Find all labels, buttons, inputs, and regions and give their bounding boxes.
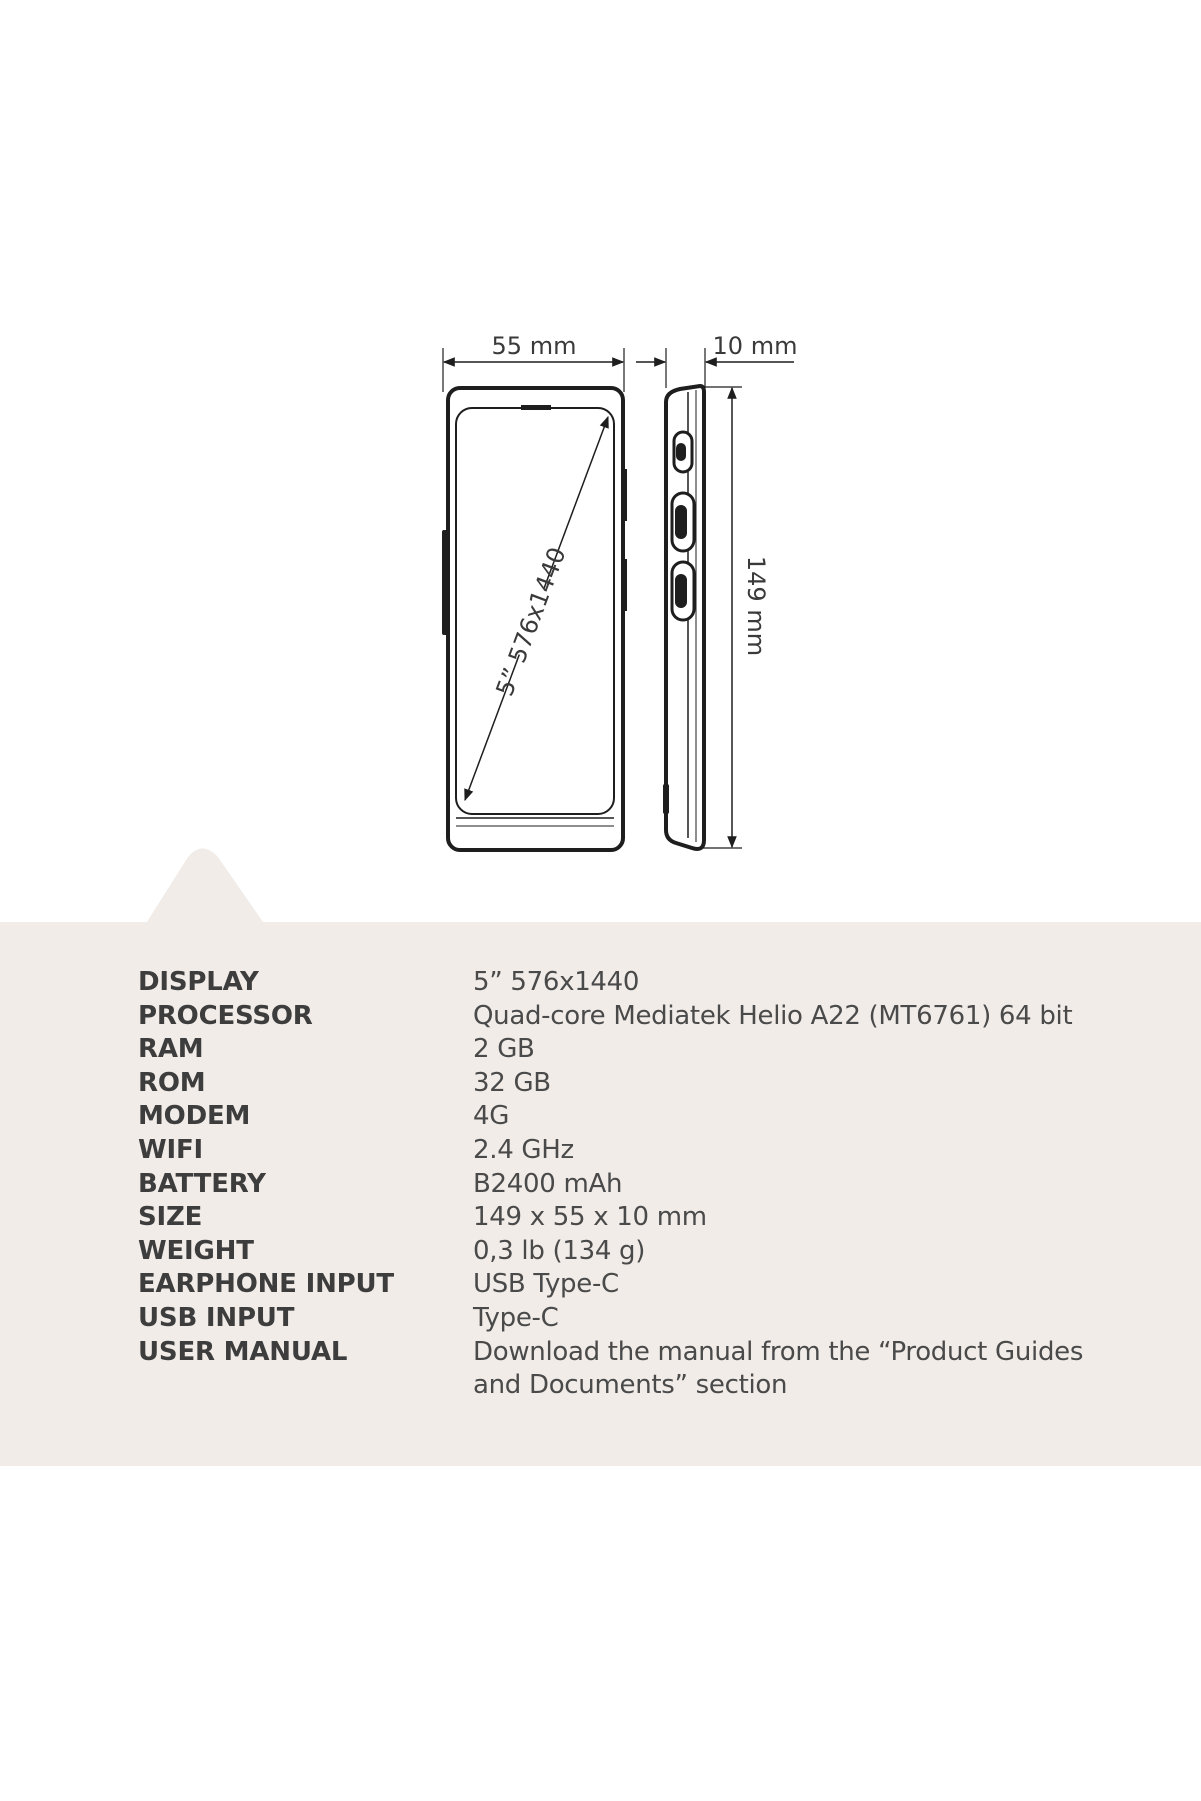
spec-row-processor	[138, 1000, 1138, 1034]
phone-dimension-diagram	[0, 0, 1201, 900]
spec-value: 2 GB	[473, 1034, 535, 1065]
spec-value: Quad-core Mediatek Helio A22 (MT6761) 64 bit	[473, 1000, 1073, 1031]
panel-tab-notch	[140, 845, 270, 925]
spec-value: 32 GB	[473, 1067, 551, 1098]
spec-value: 5” 576x1440	[473, 967, 640, 997]
spec-row-modem	[138, 1100, 1138, 1134]
spec-label: ROM	[138, 1067, 206, 1098]
spec-label: WIFI	[138, 1134, 203, 1165]
spec-value: Download the manual from the “Product Guides and Documents” section	[473, 1336, 1084, 1401]
width-dimension	[443, 332, 624, 392]
width-label: 55 mm	[491, 332, 577, 360]
spec-label: SIZE	[138, 1202, 203, 1233]
screen-size-label: 5” 576x1440	[490, 543, 572, 700]
spec-row-earphone-input	[138, 1268, 1138, 1302]
spec-row-size	[138, 1201, 1138, 1235]
spec-row-ram	[138, 1033, 1138, 1067]
spec-label: RAM	[138, 1034, 204, 1065]
height-dimension	[702, 387, 770, 848]
spec-value: 0,3 lb (134 g)	[473, 1235, 646, 1266]
spec-value: Type-C	[473, 1302, 559, 1333]
spec-value: 4G	[473, 1101, 510, 1132]
spec-row-rom	[138, 1067, 1138, 1101]
spec-row-display	[138, 966, 1138, 1000]
spec-label: DISPLAY	[138, 967, 259, 997]
phone-side-view	[663, 386, 704, 849]
spec-value: 2.4 GHz	[473, 1134, 574, 1165]
spec-row-usb-input	[138, 1302, 1138, 1336]
spec-row-wifi	[138, 1134, 1138, 1168]
depth-dimension	[636, 332, 797, 388]
depth-label: 10 mm	[712, 332, 798, 360]
spec-label: WEIGHT	[138, 1235, 254, 1266]
specifications-list	[138, 966, 1138, 1403]
spec-label: BATTERY	[138, 1168, 266, 1199]
spec-label: USB INPUT	[138, 1302, 295, 1333]
spec-row-battery	[138, 1168, 1138, 1202]
spec-value: B2400 mAh	[473, 1168, 623, 1199]
spec-value: USB Type-C	[473, 1269, 619, 1300]
spec-label: EARPHONE INPUT	[138, 1269, 394, 1300]
spec-label: USER MANUAL	[138, 1336, 348, 1367]
spec-value: 149 x 55 x 10 mm	[473, 1202, 707, 1233]
spec-row-weight	[138, 1235, 1138, 1269]
spec-label: PROCESSOR	[138, 1000, 313, 1031]
spec-row-user-manual	[138, 1336, 1138, 1403]
spec-label: MODEM	[138, 1101, 251, 1132]
height-label: 149 mm	[742, 555, 770, 657]
